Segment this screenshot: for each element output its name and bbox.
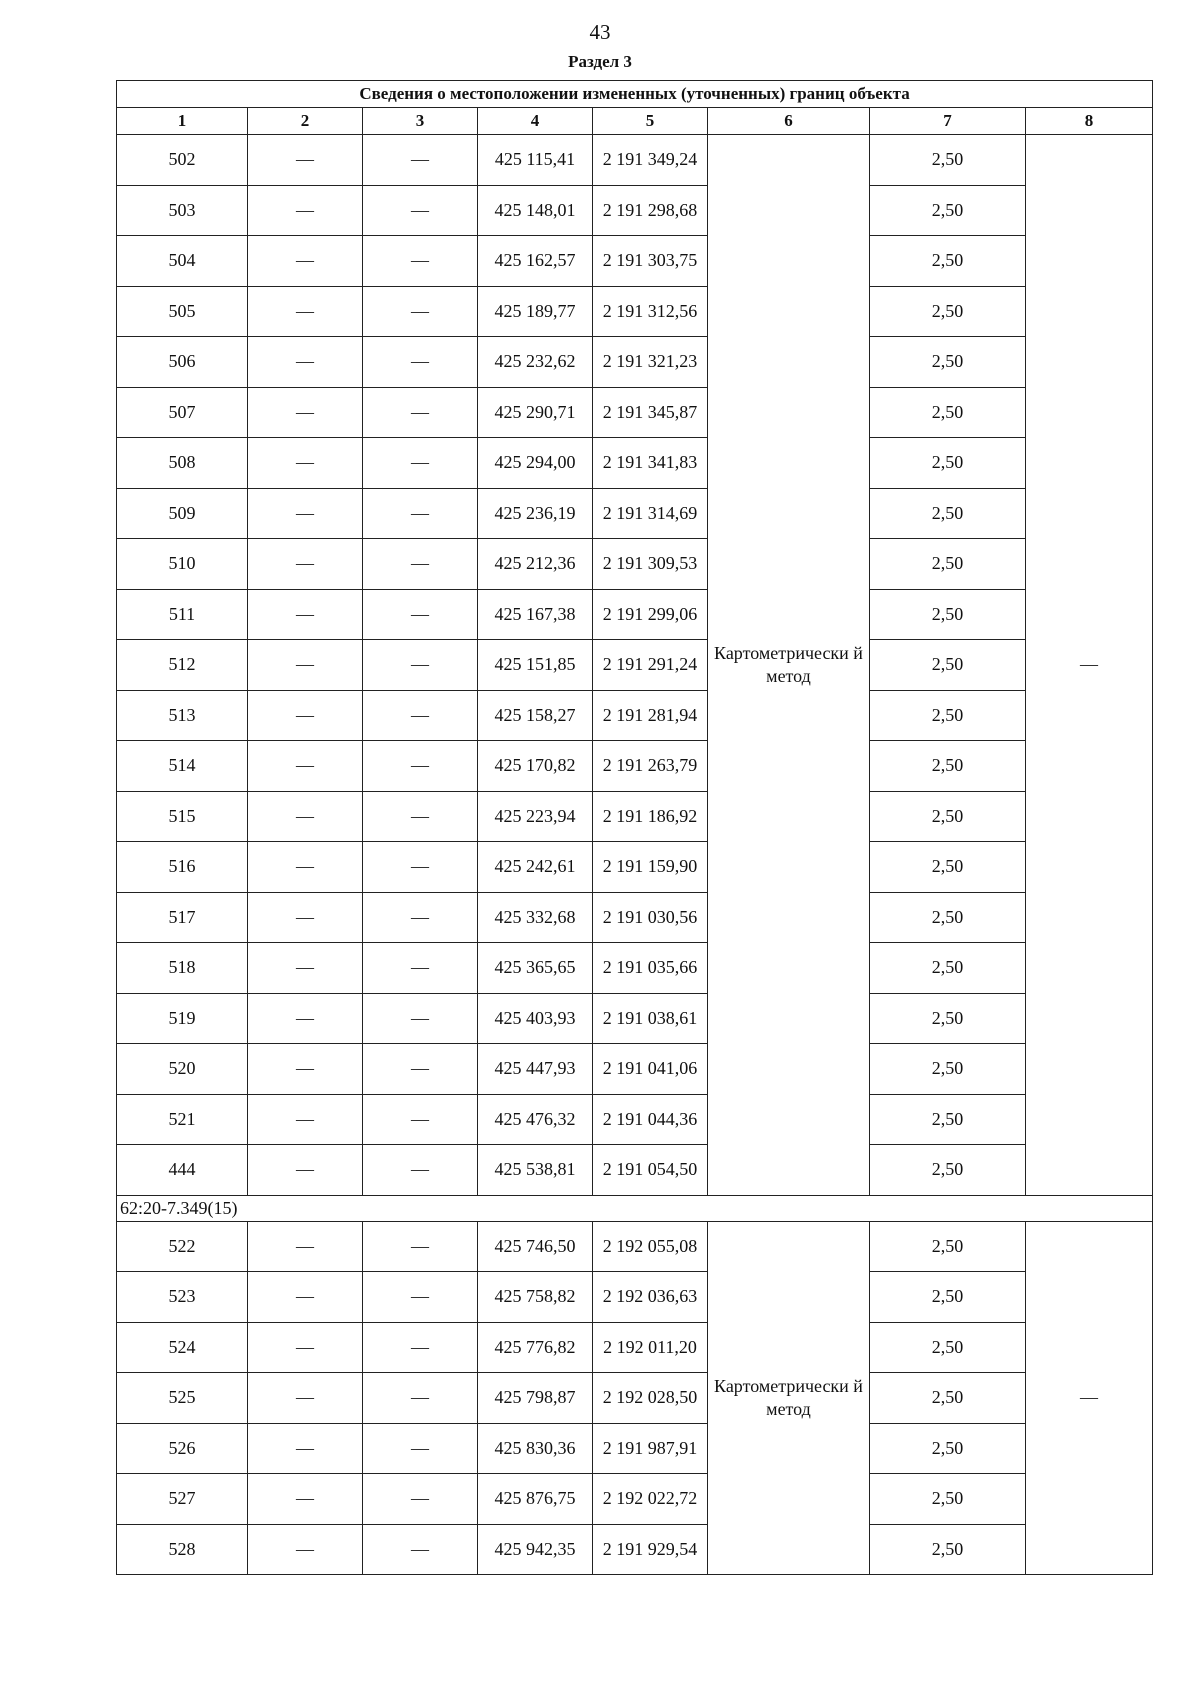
column-number: 1 — [117, 108, 248, 135]
y-coordinate: 2 191 349,24 — [593, 135, 708, 186]
point-number: 515 — [117, 791, 248, 842]
column-3-value: — — [363, 943, 478, 994]
table-row — [117, 993, 1153, 1044]
table-row — [117, 892, 1153, 943]
y-coordinate: 2 191 291,24 — [593, 640, 708, 691]
column-3-value: — — [363, 236, 478, 287]
point-number: 504 — [117, 236, 248, 287]
method-cell: Картометрически й метод — [708, 135, 870, 1196]
column-2-value: — — [248, 488, 363, 539]
precision-value: 2,50 — [870, 690, 1026, 741]
column-2-value: — — [248, 1322, 363, 1373]
x-coordinate: 425 167,38 — [478, 589, 593, 640]
method-cell: Картометрически й метод — [708, 1221, 870, 1575]
y-coordinate: 2 191 044,36 — [593, 1094, 708, 1145]
column-2-value: — — [248, 236, 363, 287]
table-row — [117, 640, 1153, 691]
column-3-value: — — [363, 488, 478, 539]
column-2-value: — — [248, 943, 363, 994]
column-3-value: — — [363, 791, 478, 842]
point-number: 503 — [117, 185, 248, 236]
x-coordinate: 425 758,82 — [478, 1272, 593, 1323]
x-coordinate: 425 242,61 — [478, 842, 593, 893]
point-number: 519 — [117, 993, 248, 1044]
coordinates-table — [116, 80, 1153, 1575]
precision-value: 2,50 — [870, 1221, 1026, 1272]
y-coordinate: 2 191 987,91 — [593, 1423, 708, 1474]
table-row — [117, 1044, 1153, 1095]
y-coordinate: 2 191 321,23 — [593, 337, 708, 388]
y-coordinate: 2 191 035,66 — [593, 943, 708, 994]
y-coordinate: 2 191 299,06 — [593, 589, 708, 640]
x-coordinate: 425 236,19 — [478, 488, 593, 539]
precision-value: 2,50 — [870, 1373, 1026, 1424]
column-2-value: — — [248, 791, 363, 842]
column-2-value: — — [248, 690, 363, 741]
column-3-value: — — [363, 539, 478, 590]
column-3-value: — — [363, 337, 478, 388]
column-number-row — [117, 108, 1153, 135]
x-coordinate: 425 290,71 — [478, 387, 593, 438]
y-coordinate: 2 191 345,87 — [593, 387, 708, 438]
column-2-value: — — [248, 842, 363, 893]
column-2-value: — — [248, 1044, 363, 1095]
x-coordinate: 425 476,32 — [478, 1094, 593, 1145]
table-row — [117, 185, 1153, 236]
point-number: 522 — [117, 1221, 248, 1272]
precision-value: 2,50 — [870, 741, 1026, 792]
table-row — [117, 741, 1153, 792]
column-2-value: — — [248, 1474, 363, 1525]
column-3-value: — — [363, 690, 478, 741]
precision-value: 2,50 — [870, 438, 1026, 489]
column-2-value: — — [248, 589, 363, 640]
point-number: 524 — [117, 1322, 248, 1373]
point-number: 520 — [117, 1044, 248, 1095]
column-3-value: — — [363, 1373, 478, 1424]
y-coordinate: 2 192 011,20 — [593, 1322, 708, 1373]
y-coordinate: 2 192 022,72 — [593, 1474, 708, 1525]
point-number: 510 — [117, 539, 248, 590]
page-number: 43 — [589, 20, 611, 44]
point-number: 514 — [117, 741, 248, 792]
column-2-value: — — [248, 640, 363, 691]
column-2-value: — — [248, 438, 363, 489]
column-3-value: — — [363, 1423, 478, 1474]
precision-value: 2,50 — [870, 842, 1026, 893]
y-coordinate: 2 191 309,53 — [593, 539, 708, 590]
column-3-value: — — [363, 1044, 478, 1095]
y-coordinate: 2 191 186,92 — [593, 791, 708, 842]
x-coordinate: 425 798,87 — [478, 1373, 593, 1424]
column-2-value: — — [248, 286, 363, 337]
column-3-value: — — [363, 589, 478, 640]
y-coordinate: 2 192 036,63 — [593, 1272, 708, 1323]
x-coordinate: 425 223,94 — [478, 791, 593, 842]
precision-value: 2,50 — [870, 185, 1026, 236]
y-coordinate: 2 191 281,94 — [593, 690, 708, 741]
column-3-value: — — [363, 438, 478, 489]
y-coordinate: 2 191 341,83 — [593, 438, 708, 489]
table-row — [117, 1524, 1153, 1575]
y-coordinate: 2 191 303,75 — [593, 236, 708, 287]
precision-value: 2,50 — [870, 135, 1026, 186]
table-row — [117, 286, 1153, 337]
column-number: 3 — [363, 108, 478, 135]
precision-value: 2,50 — [870, 539, 1026, 590]
column-number: 7 — [870, 108, 1026, 135]
point-number: 516 — [117, 842, 248, 893]
table-row — [117, 236, 1153, 287]
column-2-value: — — [248, 993, 363, 1044]
column-3-value: — — [363, 892, 478, 943]
y-coordinate: 2 191 030,56 — [593, 892, 708, 943]
column-3-value: — — [363, 1474, 478, 1525]
point-number: 525 — [117, 1373, 248, 1424]
parcel-header-row — [117, 1195, 1153, 1221]
column-8-value: — — [1026, 1221, 1153, 1575]
precision-value: 2,50 — [870, 1423, 1026, 1474]
x-coordinate: 425 403,93 — [478, 993, 593, 1044]
point-number: 527 — [117, 1474, 248, 1525]
table-row — [117, 690, 1153, 741]
precision-value: 2,50 — [870, 943, 1026, 994]
table-row — [117, 539, 1153, 590]
column-3-value: — — [363, 1221, 478, 1272]
x-coordinate: 425 162,57 — [478, 236, 593, 287]
column-3-value: — — [363, 185, 478, 236]
column-2-value: — — [248, 387, 363, 438]
y-coordinate: 2 191 038,61 — [593, 993, 708, 1044]
point-number: 512 — [117, 640, 248, 691]
point-number: 506 — [117, 337, 248, 388]
table-caption: Сведения о местоположении измененных (уточненных) границ объекта — [117, 81, 1153, 108]
column-2-value: — — [248, 1145, 363, 1196]
x-coordinate: 425 170,82 — [478, 741, 593, 792]
column-3-value: — — [363, 1272, 478, 1323]
point-number: 513 — [117, 690, 248, 741]
column-3-value: — — [363, 842, 478, 893]
table-row — [117, 438, 1153, 489]
y-coordinate: 2 191 041,06 — [593, 1044, 708, 1095]
point-number: 508 — [117, 438, 248, 489]
table-row — [117, 1423, 1153, 1474]
x-coordinate: 425 332,68 — [478, 892, 593, 943]
precision-value: 2,50 — [870, 387, 1026, 438]
y-coordinate: 2 192 028,50 — [593, 1373, 708, 1424]
column-2-value: — — [248, 892, 363, 943]
column-2-value: — — [248, 1373, 363, 1424]
precision-value: 2,50 — [870, 791, 1026, 842]
column-2-value: — — [248, 337, 363, 388]
point-number: 528 — [117, 1524, 248, 1575]
column-number: 8 — [1026, 108, 1153, 135]
x-coordinate: 425 876,75 — [478, 1474, 593, 1525]
column-number: 2 — [248, 108, 363, 135]
table-row — [117, 943, 1153, 994]
precision-value: 2,50 — [870, 589, 1026, 640]
precision-value: 2,50 — [870, 488, 1026, 539]
precision-value: 2,50 — [870, 1322, 1026, 1373]
column-2-value: — — [248, 1272, 363, 1323]
point-number: 507 — [117, 387, 248, 438]
table-row — [117, 488, 1153, 539]
x-coordinate: 425 776,82 — [478, 1322, 593, 1373]
x-coordinate: 425 365,65 — [478, 943, 593, 994]
point-number: 502 — [117, 135, 248, 186]
point-number: 521 — [117, 1094, 248, 1145]
column-3-value: — — [363, 1145, 478, 1196]
point-number: 518 — [117, 943, 248, 994]
y-coordinate: 2 191 929,54 — [593, 1524, 708, 1575]
column-2-value: — — [248, 1524, 363, 1575]
x-coordinate: 425 232,62 — [478, 337, 593, 388]
point-number: 511 — [117, 589, 248, 640]
column-number: 5 — [593, 108, 708, 135]
table-row — [117, 791, 1153, 842]
column-3-value: — — [363, 993, 478, 1044]
column-2-value: — — [248, 539, 363, 590]
y-coordinate: 2 192 055,08 — [593, 1221, 708, 1272]
precision-value: 2,50 — [870, 993, 1026, 1044]
y-coordinate: 2 191 298,68 — [593, 185, 708, 236]
x-coordinate: 425 148,01 — [478, 185, 593, 236]
x-coordinate: 425 830,36 — [478, 1423, 593, 1474]
point-number: 523 — [117, 1272, 248, 1323]
precision-value: 2,50 — [870, 1044, 1026, 1095]
precision-value: 2,50 — [870, 1094, 1026, 1145]
precision-value: 2,50 — [870, 1272, 1026, 1323]
column-3-value: — — [363, 1094, 478, 1145]
column-3-value: — — [363, 1524, 478, 1575]
column-8-value: — — [1026, 135, 1153, 1196]
table-body — [117, 135, 1153, 1575]
x-coordinate: 425 447,93 — [478, 1044, 593, 1095]
precision-value: 2,50 — [870, 286, 1026, 337]
parcel-label: 62:20-7.349(15) — [117, 1195, 1153, 1221]
column-number: 6 — [708, 108, 870, 135]
table-row — [117, 1094, 1153, 1145]
table-row — [117, 337, 1153, 388]
table-row — [117, 387, 1153, 438]
column-2-value: — — [248, 741, 363, 792]
column-3-value: — — [363, 387, 478, 438]
point-number: 509 — [117, 488, 248, 539]
column-2-value: — — [248, 1094, 363, 1145]
y-coordinate: 2 191 263,79 — [593, 741, 708, 792]
x-coordinate: 425 151,85 — [478, 640, 593, 691]
column-2-value: — — [248, 185, 363, 236]
y-coordinate: 2 191 054,50 — [593, 1145, 708, 1196]
table-row — [117, 589, 1153, 640]
point-number: 526 — [117, 1423, 248, 1474]
table-row — [117, 842, 1153, 893]
column-3-value: — — [363, 741, 478, 792]
y-coordinate: 2 191 314,69 — [593, 488, 708, 539]
section-title: Раздел 3 — [568, 52, 632, 71]
x-coordinate: 425 158,27 — [478, 690, 593, 741]
column-3-value: — — [363, 640, 478, 691]
point-number: 505 — [117, 286, 248, 337]
table-row — [117, 135, 1153, 186]
precision-value: 2,50 — [870, 236, 1026, 287]
y-coordinate: 2 191 312,56 — [593, 286, 708, 337]
x-coordinate: 425 212,36 — [478, 539, 593, 590]
y-coordinate: 2 191 159,90 — [593, 842, 708, 893]
x-coordinate: 425 294,00 — [478, 438, 593, 489]
precision-value: 2,50 — [870, 892, 1026, 943]
x-coordinate: 425 746,50 — [478, 1221, 593, 1272]
x-coordinate: 425 189,77 — [478, 286, 593, 337]
column-number: 4 — [478, 108, 593, 135]
point-number: 444 — [117, 1145, 248, 1196]
column-3-value: — — [363, 286, 478, 337]
table-row — [117, 1322, 1153, 1373]
x-coordinate: 425 538,81 — [478, 1145, 593, 1196]
table-row — [117, 1474, 1153, 1525]
table-row — [117, 1145, 1153, 1196]
precision-value: 2,50 — [870, 1474, 1026, 1525]
table-row — [117, 1373, 1153, 1424]
x-coordinate: 425 942,35 — [478, 1524, 593, 1575]
column-2-value: — — [248, 135, 363, 186]
column-3-value: — — [363, 135, 478, 186]
point-number: 517 — [117, 892, 248, 943]
column-2-value: — — [248, 1221, 363, 1272]
column-3-value: — — [363, 1322, 478, 1373]
precision-value: 2,50 — [870, 1145, 1026, 1196]
column-2-value: — — [248, 1423, 363, 1474]
table-row — [117, 1221, 1153, 1272]
precision-value: 2,50 — [870, 337, 1026, 388]
precision-value: 2,50 — [870, 1524, 1026, 1575]
table-row — [117, 1272, 1153, 1323]
x-coordinate: 425 115,41 — [478, 135, 593, 186]
precision-value: 2,50 — [870, 640, 1026, 691]
